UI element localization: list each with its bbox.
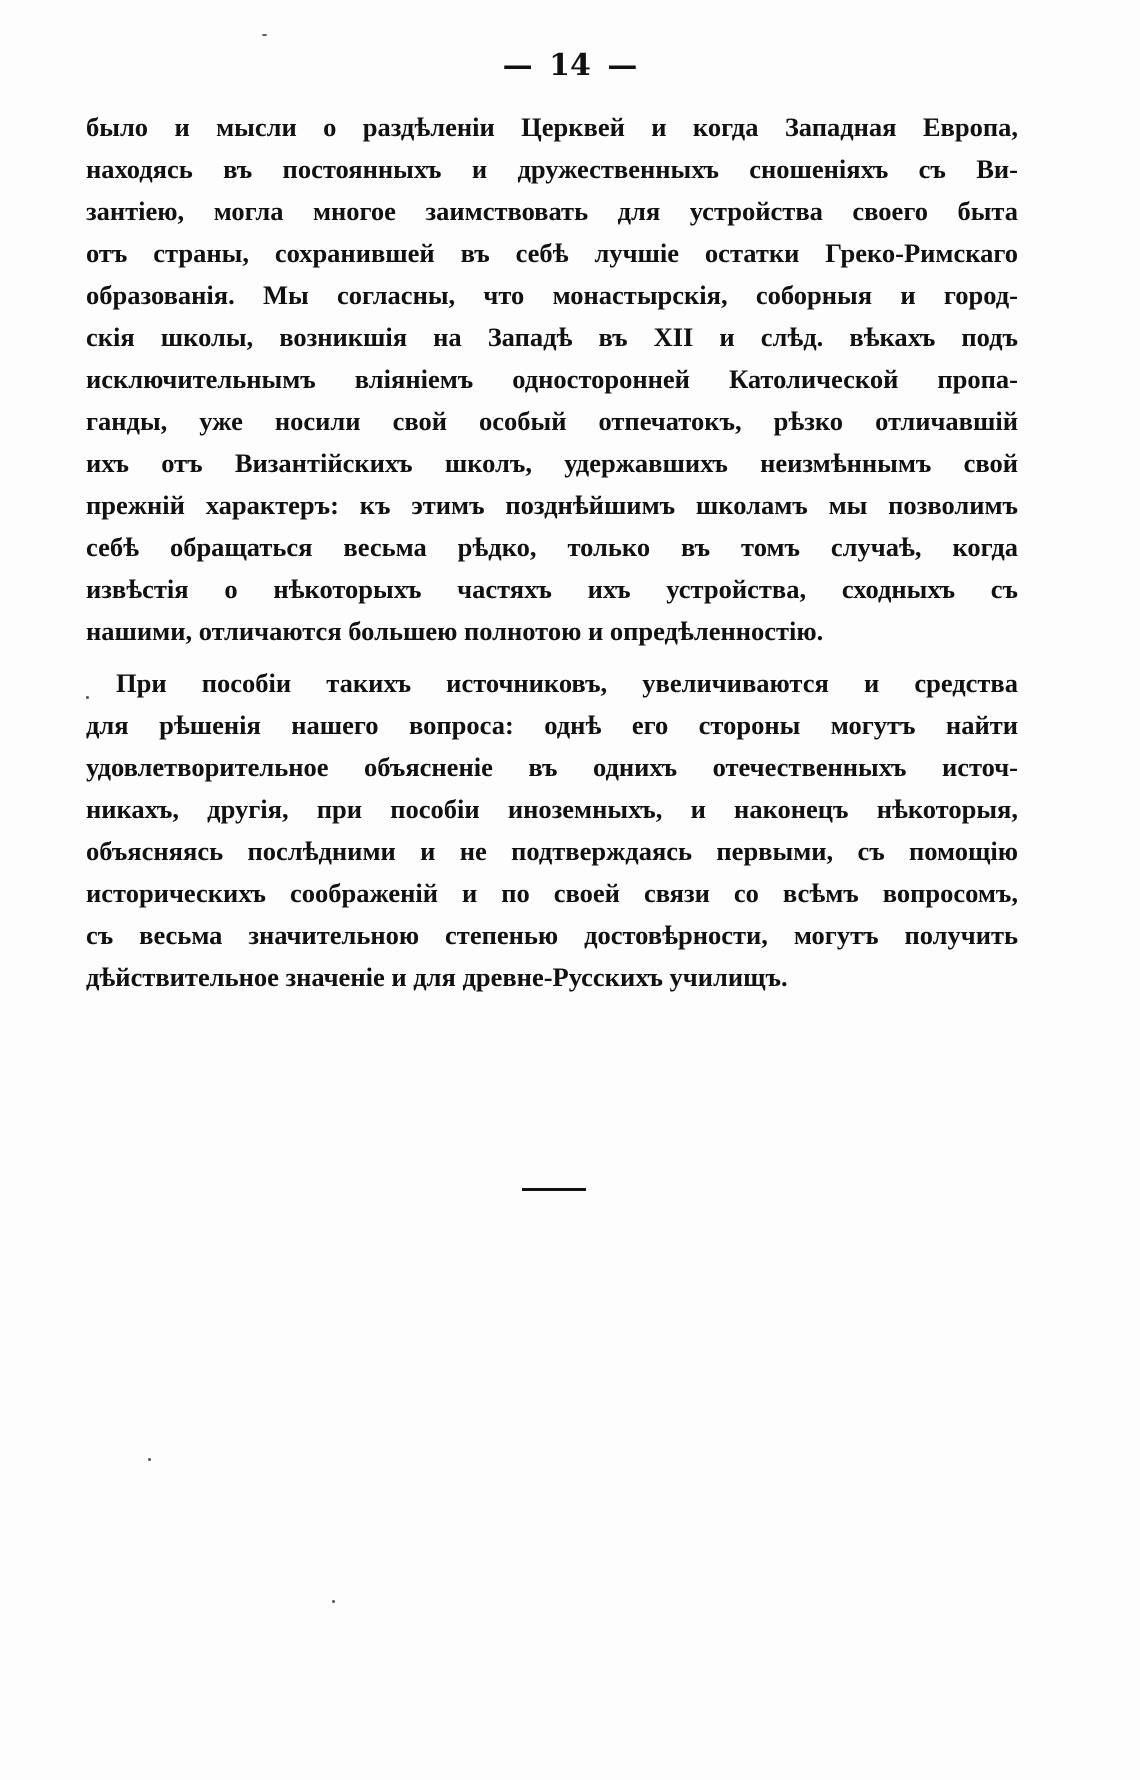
- text-line: скія школы, возникшія на Западѣ въ XII и слѣд. вѣкахъ подъ: [86, 322, 1018, 352]
- text-line: никахъ, другія, при пособіи иноземныхъ, и наконецъ нѣкоторыя,: [86, 794, 1018, 824]
- print-speck: [262, 34, 267, 36]
- text-line: съ весьма значительною степенью достовѣрности, могутъ получить: [86, 920, 1018, 950]
- print-speck: [86, 696, 89, 699]
- text-line: ганды, уже носили свой особый отпечатокъ, рѣзко отличавшій: [86, 406, 1018, 436]
- print-speck: [332, 1600, 335, 1603]
- print-speck: [148, 1458, 151, 1461]
- page-number-dash-left: —: [502, 48, 533, 83]
- text-line: историческихъ соображеній и по своей связи со всѣмъ вопросомъ,: [86, 878, 1018, 908]
- text-line: отъ страны, сохранившей въ себѣ лучшіе остатки Греко-Римскаго: [86, 238, 1018, 268]
- body-text: [86, 106, 1018, 998]
- text-line: зантіею, могла многое заимствовать для устройства своего быта: [86, 196, 1018, 226]
- text-line: прежній характеръ: къ этимъ позднѣйшимъ школамъ мы позволимъ: [86, 490, 1018, 520]
- text-line: удовлетворительное объясненіе въ однихъ отечественныхъ источ-: [86, 752, 1018, 782]
- page-number-header: [0, 48, 1140, 83]
- page-number: 14: [549, 48, 591, 83]
- text-line: исключительнымъ вліяніемъ односторонней Католической пропа-: [86, 364, 1018, 394]
- paragraph-gap: [86, 652, 1018, 662]
- text-line: себѣ обращаться весьма рѣдко, только въ томъ случаѣ, когда: [86, 532, 1018, 562]
- text-line: извѣстія о нѣкоторыхъ частяхъ ихъ устройства, сходныхъ съ: [86, 574, 1018, 604]
- text-line: При пособіи такихъ источниковъ, увеличиваются и средства: [116, 668, 1018, 698]
- paragraph-2: [86, 662, 1018, 998]
- text-line: объясняясь послѣдними и не подтверждаясь первыми, съ помощію: [86, 836, 1018, 866]
- text-line: находясь въ постоянныхъ и дружественныхъ сношеніяхъ съ Ви-: [86, 154, 1018, 184]
- text-line: нашими, отличаются большею полнотою и опредѣленностію.: [86, 616, 824, 646]
- page-number-dash-right: —: [607, 48, 638, 83]
- text-line: ихъ отъ Византійскихъ школъ, удержавшихъ неизмѣннымъ свой: [86, 448, 1018, 478]
- text-line: дѣйствительное значеніе и для древне-Русскихъ училищъ.: [86, 962, 788, 992]
- paragraph-1: [86, 106, 1018, 652]
- text-line: образованія. Мы согласны, что монастырскія, соборныя и город-: [86, 280, 1018, 310]
- closing-rule: [522, 1188, 586, 1191]
- text-line: было и мысли о раздѣленіи Церквей и когда Западная Европа,: [86, 112, 1018, 142]
- text-line: для рѣшенія нашего вопроса: однѣ его стороны могутъ найти: [86, 710, 1018, 740]
